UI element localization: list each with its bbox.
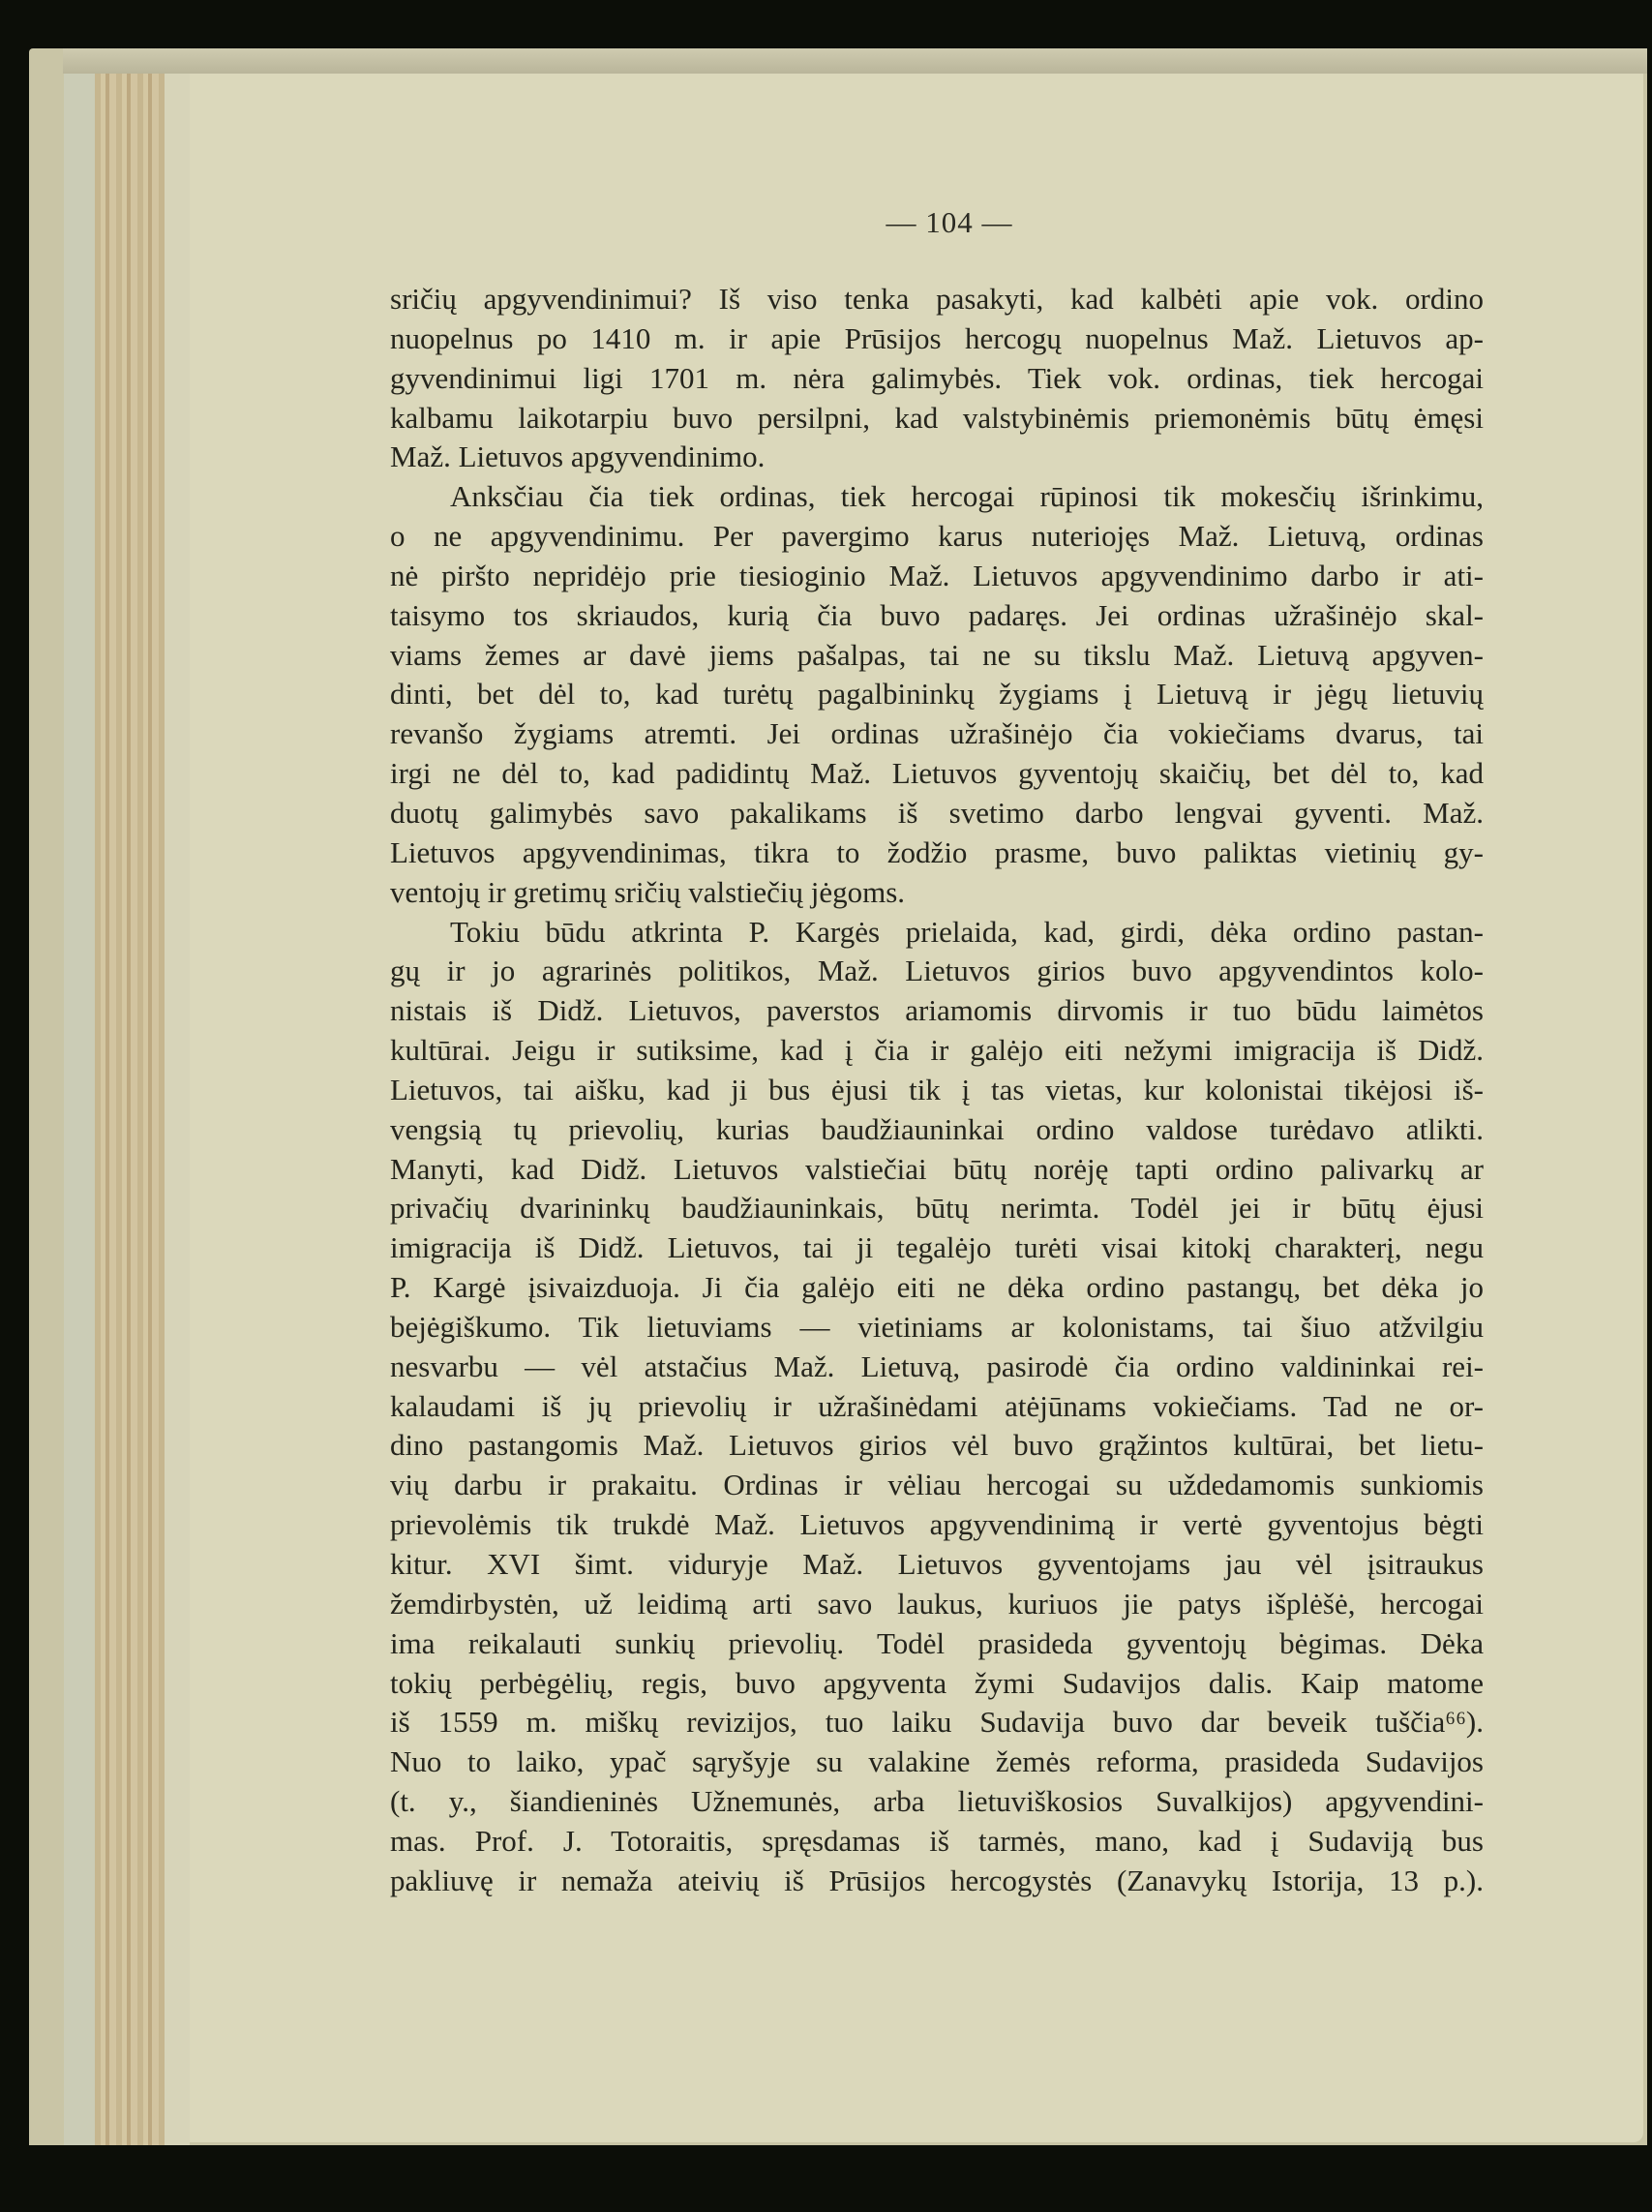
book-cover-top-edge bbox=[63, 48, 1647, 74]
text-line: privačių dvarininkų baudžiauninkais, būtų nerimta. Todėl jei ir būtų ėjusi bbox=[390, 1191, 1484, 1226]
text-line: kultūrai. Jeigu ir sutiksime, kad į čia ir galėjo eiti nežymi imigracija iš Didž. bbox=[390, 1033, 1484, 1068]
page-stack-edge-tan bbox=[95, 74, 165, 2145]
page-number: — 104 — bbox=[886, 205, 1013, 239]
text-line: nė piršto nepridėjo prie tiesioginio Maž. Lietuvos apgyvendinimo darbo ir ati- bbox=[390, 558, 1484, 592]
text-line: vengsią tų prievolių, kurias baudžiauninkai ordino valdose turėdavo atlikti. bbox=[390, 1111, 1484, 1146]
text-line: duotų galimybės savo pakalikams iš svetimo darbo lengvai gyventi. Maž. bbox=[390, 795, 1484, 830]
text-line: tokių perbėgėlių, regis, buvo apgyventa žymi Sudavijos dalis. Kaip matome bbox=[390, 1665, 1484, 1700]
text-line: irgi ne dėl to, kad padidintų Maž. Lietuvos gyventojų skaičių, bet dėl to, kad bbox=[390, 756, 1484, 791]
text-line: dinti, bet dėl to, kad turėtų pagalbininkų žygiams į Lietuvą ir jėgų lietuvių bbox=[390, 677, 1484, 712]
text-line: žemdirbystėn, už leidimą arti savo laukus, kuriuos jie patys išplėšė, hercogai bbox=[390, 1586, 1484, 1621]
text-line: Manyti, kad Didž. Lietuvos valstiečiai būtų norėję tapti ordino palivarkų ar bbox=[390, 1151, 1484, 1186]
text-line: sričių apgyvendinimui? Iš viso tenka pasakyti, kad kalbėti apie vok. ordino bbox=[390, 282, 1484, 316]
text-line: mas. Prof. J. Totoraitis, spręsdamas iš tarmės, mano, kad į Sudaviją bus bbox=[390, 1823, 1484, 1858]
page-stack-edge-light bbox=[165, 74, 190, 2145]
text-line: ima reikalauti sunkių prievolių. Todėl prasideda gyventojų bėgimas. Dėka bbox=[390, 1625, 1484, 1660]
text-line: Nuo to laiko, ypač sąryšyje su valakine žemės reforma, prasideda Sudavijos bbox=[390, 1744, 1484, 1779]
text-line: prievolėmis tik trukdė Maž. Lietuvos apgyvendinimą ir vertė gyventojus bėgti bbox=[390, 1507, 1484, 1542]
text-line: bejėgiškumo. Tik lietuviams — vietiniams ar kolonistams, tai šiuo atžvilgiu bbox=[390, 1309, 1484, 1344]
text-line: Lietuvos apgyvendinimas, tikra to žodžio prasme, buvo paliktas vietinių gy- bbox=[390, 834, 1484, 869]
text-line: taisymo tos skriaudos, kurią čia buvo padaręs. Jei ordinas užrašinėjo skal- bbox=[390, 597, 1484, 632]
text-line: P. Kargė įsivaizduoja. Ji čia galėjo eiti ne dėka ordino pastangų, bet dėka jo bbox=[390, 1270, 1484, 1305]
text-line: nistais iš Didž. Lietuvos, paverstos ariamomis dirvomis ir tuo būdu laimėtos bbox=[390, 993, 1484, 1028]
text-line: ventojų ir gretimų sričių valstiečių jėgoms. bbox=[390, 874, 906, 909]
text-line: (t. y., šiandieninės Užnemunės, arba lietuviškosios Suvalkijos) apgyvendini- bbox=[390, 1784, 1484, 1819]
text-line: dino pastangomis Maž. Lietuvos girios vėl buvo grąžintos kultūrai, bet lietu- bbox=[390, 1428, 1484, 1463]
text-line: gyvendinimui ligi 1701 m. nėra galimybės. Tiek vok. ordinas, tiek hercogai bbox=[390, 360, 1484, 395]
text-line: Maž. Lietuvos apgyvendinimo. bbox=[390, 439, 766, 474]
text-line: iš 1559 m. miškų revizijos, tuo laiku Sudavija buvo dar beveik tuščia⁶⁶). bbox=[390, 1705, 1484, 1740]
body-text bbox=[390, 280, 1484, 1901]
text-line: revanšo žygiams atremti. Jei ordinas užrašinėjo čia vokiečiams dvarus, tai bbox=[390, 716, 1484, 751]
page-stack-edge bbox=[64, 74, 95, 2145]
text-line: vių darbu ir prakaitu. Ordinas ir vėliau hercogai su uždedamomis sunkiomis bbox=[390, 1468, 1484, 1502]
text-line: viams žemes ar davė jiems pašalpas, tai ne su tikslu Maž. Lietuvą apgyven- bbox=[390, 637, 1484, 672]
text-line: gų ir jo agrarinės politikos, Maž. Lietuvos girios buvo apgyvendintos kolo- bbox=[390, 954, 1484, 988]
text-line: Lietuvos, tai aišku, kad ji bus ėjusi tik į tas vietas, kur kolonistai tikėjosi iš- bbox=[390, 1072, 1484, 1106]
text-line: Tokiu būdu atkrinta P. Kargės prielaida, kad, girdi, dėka ordino pastan- bbox=[450, 914, 1484, 949]
text-line: nuopelnus po 1410 m. ir apie Prūsijos hercogų nuopelnus Maž. Lietuvos ap- bbox=[390, 320, 1484, 355]
text-line: Anksčiau čia tiek ordinas, tiek hercogai rūpinosi tik mokesčių išrinkimu, bbox=[450, 479, 1484, 514]
text-line: imigracija iš Didž. Lietuvos, tai ji tegalėjo turėti visai kitokį charakterį, negu bbox=[390, 1230, 1484, 1265]
text-line: o ne apgyvendinimu. Per pavergimo karus nuteriojęs Maž. Lietuvą, ordinas bbox=[390, 519, 1484, 554]
text-line: pakliuvę ir nemaža ateivių iš Prūsijos hercogystės (Zanavykų Istorija, 13 p.). bbox=[390, 1863, 1484, 1897]
text-line: nesvarbu — vėl atstačius Maž. Lietuvą, pasirodė čia ordino valdininkai rei- bbox=[390, 1348, 1484, 1383]
text-line: kitur. XVI šimt. viduryje Maž. Lietuvos gyventojams jau vėl įsitraukus bbox=[390, 1547, 1484, 1581]
text-line: kalbamu laikotarpiu buvo persilpni, kad valstybinėmis priemonėmis būtų ėmęsi bbox=[390, 400, 1484, 435]
text-line: kalaudami iš jų prievolių ir užrašinėdami atėjūnams vokiečiams. Tad ne or- bbox=[390, 1388, 1484, 1423]
